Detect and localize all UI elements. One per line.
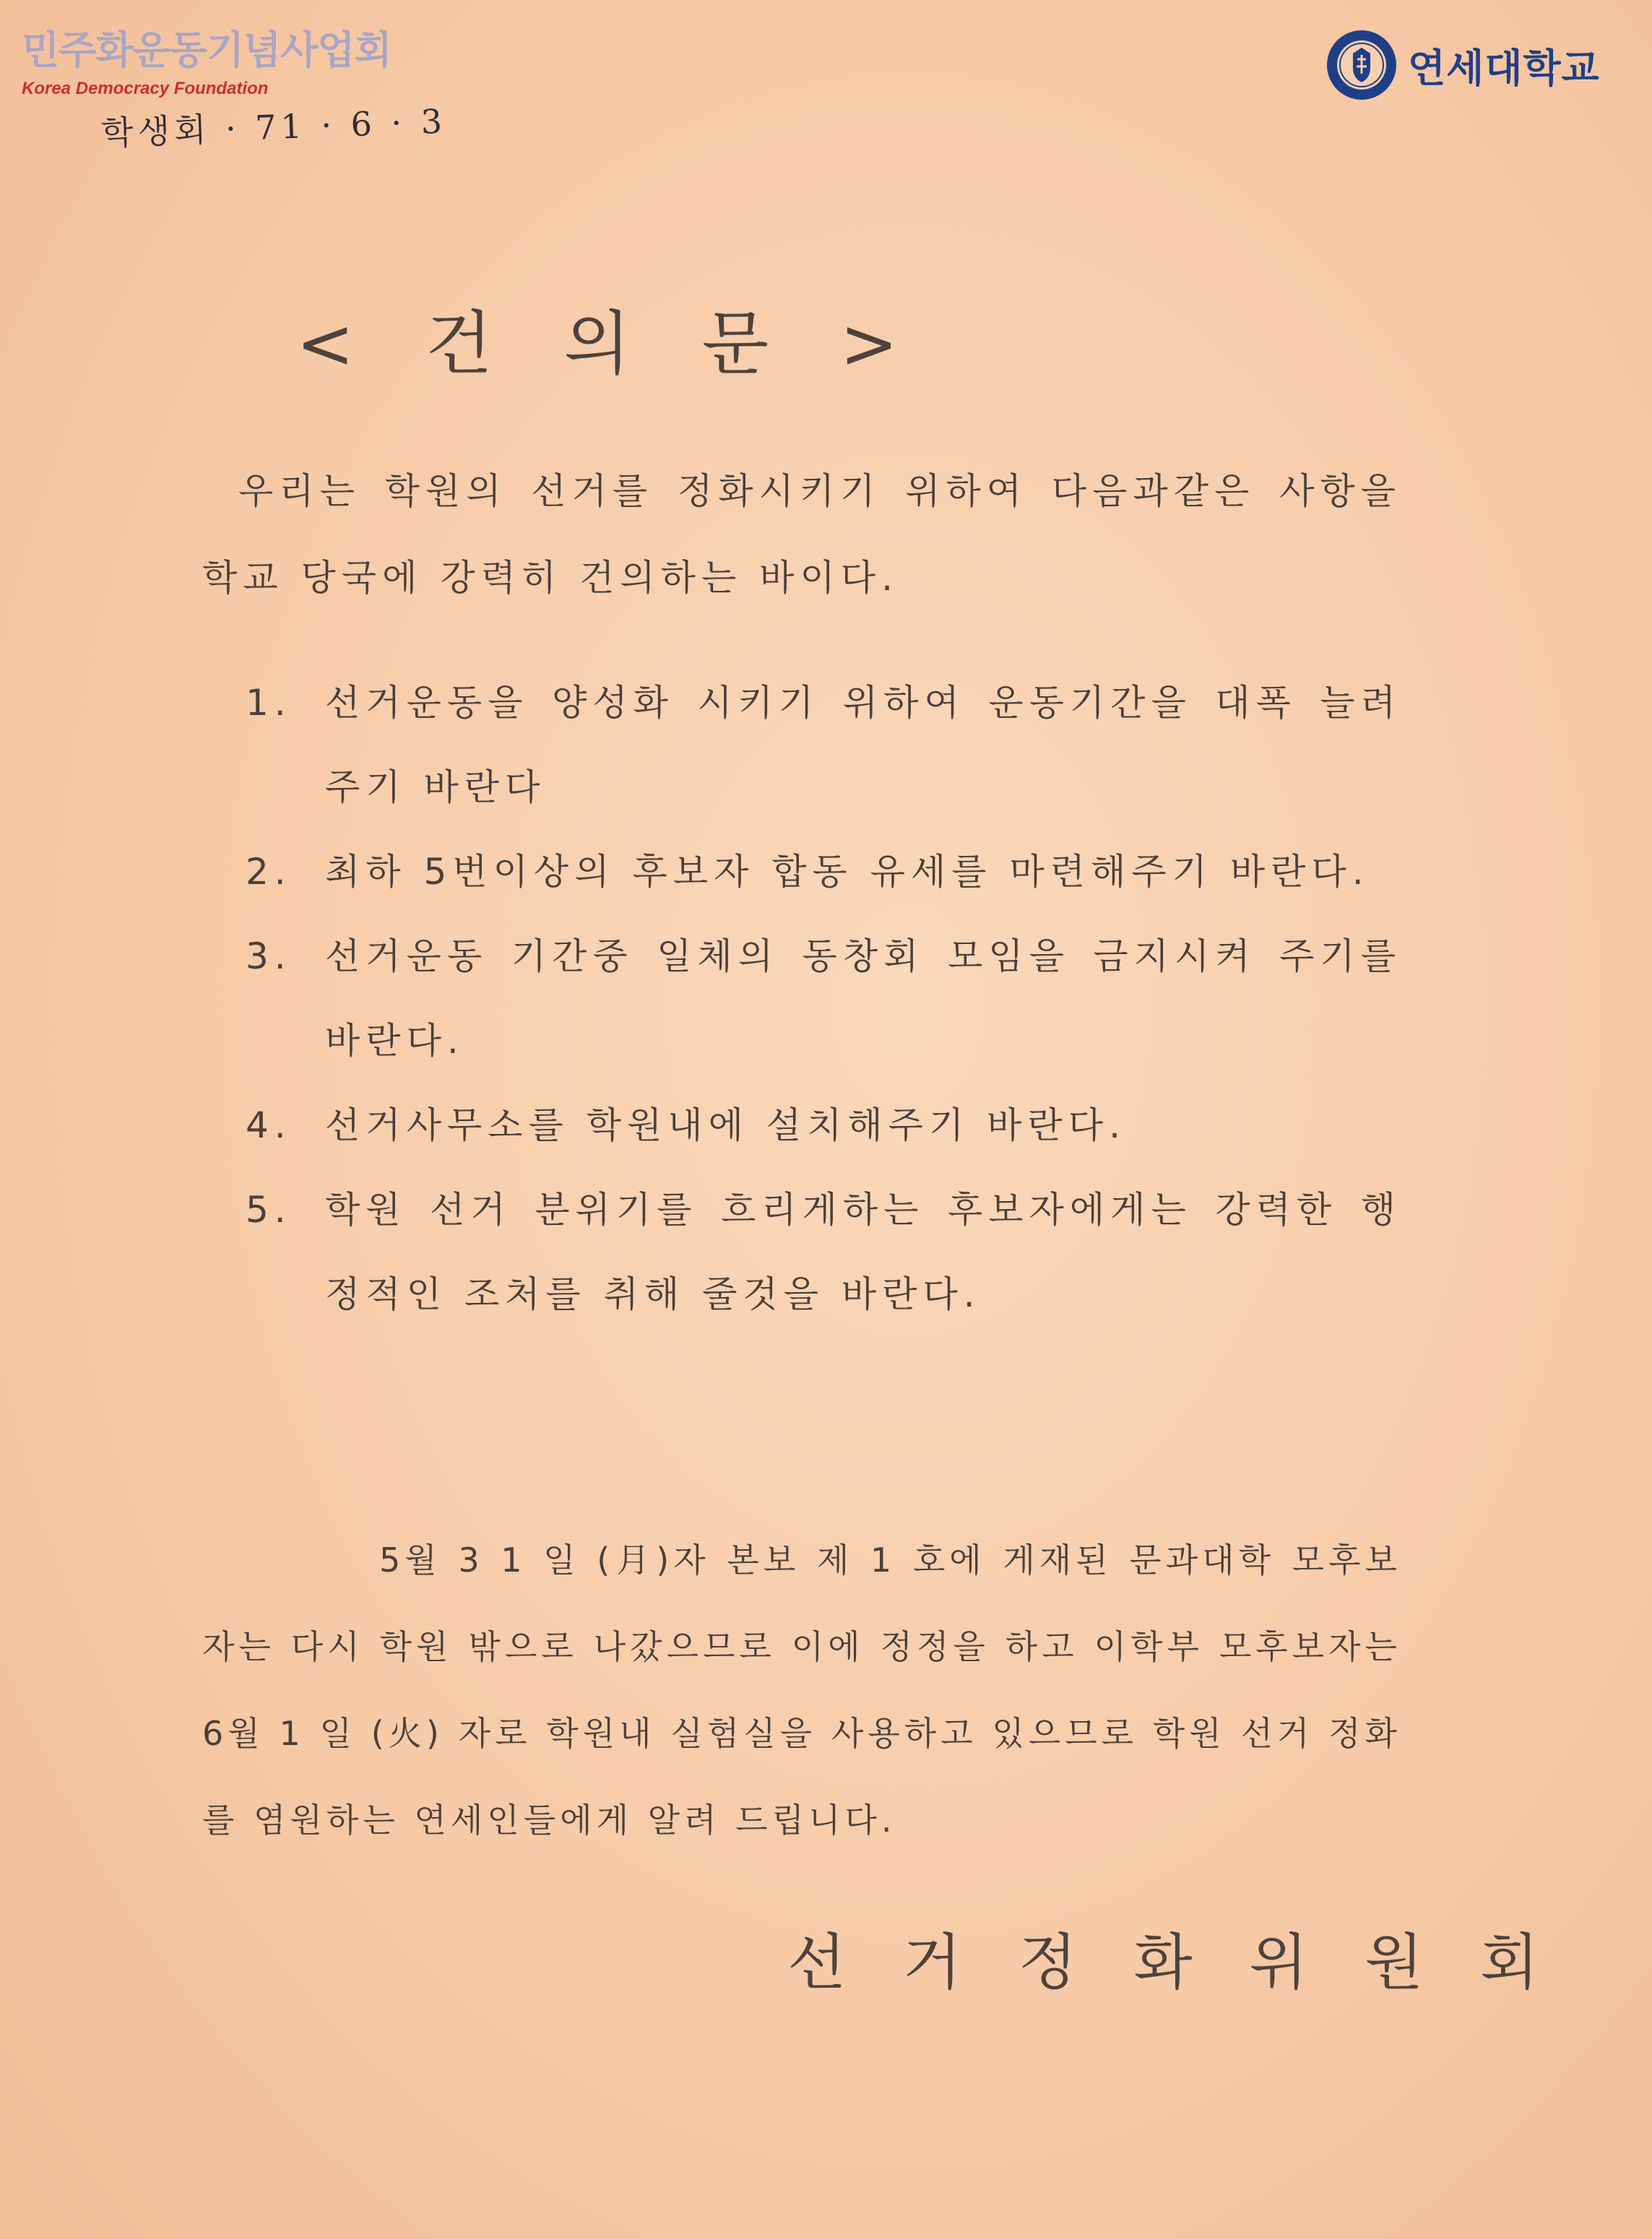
proposal-text: 선거사무소를 학원내에 설치해주기 바란다. bbox=[325, 1104, 1126, 1146]
proposal-text: 최하 5번이상의 후보자 합동 유세를 마련해주기 바란다. bbox=[325, 851, 1370, 893]
proposal-item bbox=[246, 1168, 1401, 1337]
proposal-text: 학원 선거 분위기를 흐리게하는 후보자에게는 강력한 행정적인 조처를 취해 줄것을 바란다. bbox=[325, 1189, 1401, 1315]
university-seal-icon bbox=[1326, 29, 1398, 101]
proposal-item bbox=[246, 1083, 1401, 1168]
intro-paragraph: 우리는 학원의 선거를 정화시키기 위하여 다음과같은 사항을 학교 당국에 강력히 건의하는 바이다. bbox=[202, 470, 1401, 599]
proposal-number: 4. bbox=[246, 1104, 292, 1146]
proposal-number: 2. bbox=[246, 851, 292, 893]
proposal-number: 5. bbox=[246, 1189, 292, 1231]
proposal-number: 1. bbox=[246, 682, 292, 724]
document-title: < 건 의 문 > bbox=[296, 303, 923, 384]
watermark-english: Korea Democracy Foundation bbox=[22, 79, 269, 98]
proposal-list bbox=[246, 661, 1401, 1337]
university-logo bbox=[1326, 29, 1600, 101]
proposal-text: 선거운동을 양성화 시키기 위하여 운동기간을 대폭 늘려주기 바란다 bbox=[325, 682, 1401, 808]
proposal-item bbox=[246, 914, 1401, 1083]
archive-handwritten-note: 학생회 · 71 · 6 · 3 bbox=[100, 101, 447, 153]
proposal-number: 3. bbox=[246, 935, 292, 977]
signature-committee: 선 거 정 화 위 원 회 bbox=[787, 1927, 1558, 1998]
proposal-text: 선거운동 기간중 일체의 동창회 모임을 금지시켜 주기를 바란다. bbox=[325, 935, 1401, 1062]
proposal-item bbox=[246, 661, 1401, 830]
watermark bbox=[22, 29, 392, 100]
university-name: 연세대학교 bbox=[1408, 45, 1600, 91]
correction-notice: 5월 3 1 일 (月)자 본보 제 1 호에 게재된 문과대학 모후보자는 다시 학원 밖으로 나갔으므로 이에 정정을 하고 이학부 모후보자는 6월 1 일 (火) 자로 학원내 실험실을 사용하고 있으므로 학원 선거 정화를 염원하는 연세인들에게 알려 드립니다. bbox=[202, 1541, 1401, 1840]
watermark-korean: 민주화운동기념사업회 bbox=[22, 27, 392, 73]
proposal-item bbox=[246, 830, 1401, 914]
